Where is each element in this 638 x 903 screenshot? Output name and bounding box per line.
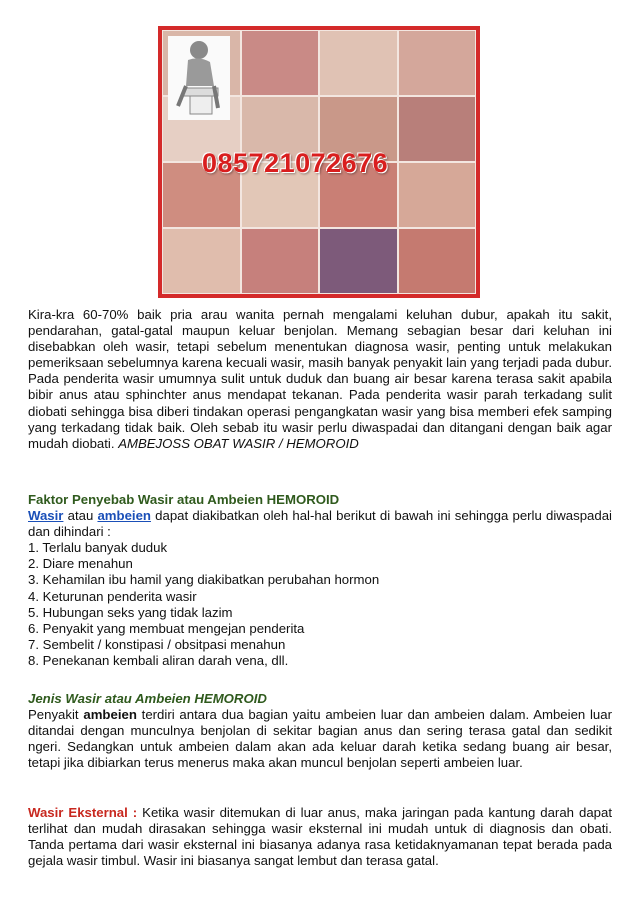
ambeien-link[interactable]: ambeien bbox=[97, 508, 151, 524]
causes-section bbox=[28, 492, 612, 669]
photo-tile bbox=[319, 30, 398, 96]
causes-lead: dapat diakibatkan oleh hal-hal berikut di bawah ini sehingga perlu diwaspadai dan dihindari : bbox=[28, 508, 612, 540]
types-pre: Penyakit bbox=[28, 707, 79, 723]
photo-tile bbox=[241, 30, 320, 96]
product-tagline: AMBEJOSS OBAT WASIR / HEMOROID bbox=[118, 435, 359, 451]
cause-item: 5. Hubungan seks yang tidak lazim bbox=[28, 604, 233, 620]
causes-heading: Faktor Penyebab Wasir atau Ambeien HEMOROID bbox=[28, 492, 340, 507]
phone-number-overlay: 085721072676 bbox=[202, 148, 389, 178]
photo-tile bbox=[398, 30, 477, 96]
cause-item: 4. Keturunan penderita wasir bbox=[28, 588, 197, 604]
cause-item: 6. Penyakit yang membuat mengejan penderita bbox=[28, 620, 305, 636]
hero-image-collage bbox=[158, 26, 480, 298]
types-heading: Jenis Wasir atau Ambeien HEMOROID bbox=[28, 691, 267, 706]
intro-body: Kira-kra 60-70% baik pria arau wanita pernah mengalami keluhan dubur, apakah itu sakit, pendarahan, gatal-gatal maupun keluar benjolan. Memang sebagian besar dari keluhan ini disebabkan oleh wasir, tetapi sebelum menentukan diagnosa wasir, penting untuk melakukan pemeriksaan sebelumnya karena kecuali wasir, masih banyak penyakit lain yang terjadi pada dubur. Pada penderita wasir umumnya sulit untuk duduk dan buang air besar karena terasa sakit apabila bibir anus atau sphinchter anus mendapat tekanan. Pada penderita wasir parah terkadang sulit diobati sehingga bisa diberi tindakan operasi pengangkatan wasir yang bisa memberi efek samping yang terkadang tidak baik. Oleh sebab itu wasir perlu diwaspadai dan ditangani dengan baik agar mudah diobati. bbox=[28, 307, 612, 451]
external-section bbox=[28, 805, 612, 869]
types-body: terdiri antara dua bagian yaitu ambeien luar dan ambeien dalam. Ambeien luar ditandai dengan munculnya benjolan di sekitar bagian anus dan sering terasa gatal dan sedikit ngeri. Sedangkan untuk ambeien dalam akan ada keluar darah ketika sedang buang air besar, tetapi jika dibiarkan terus menerus maka akan muncul benjolan seperti ambeien luar. bbox=[28, 707, 612, 771]
external-body: Ketika wasir ditemukan di luar anus, maka jaringan pada kantung darah dapat terlihat dan mudah dirasakan sehingga wasir eksternal ini mudah untuk di diagnosis dan obati. Tanda pertama dari wasir eksternal ini biasanya adanya rasa ketidaknyamanan tepat berada pada gejala wasir timbul. Wasir ini biasanya sangat lembut dan terasa gatal. bbox=[28, 805, 612, 869]
cause-item: 2. Diare menahun bbox=[28, 556, 133, 572]
intro-paragraph bbox=[28, 307, 612, 452]
cause-item: 8. Penekanan kembali aliran darah vena, dll. bbox=[28, 652, 289, 668]
photo-tile bbox=[398, 162, 477, 228]
cause-item: 3. Kehamilan ibu hamil yang diakibatkan perubahan hormon bbox=[28, 572, 380, 588]
photo-tile bbox=[398, 228, 477, 294]
types-bold-term: ambeien bbox=[83, 707, 137, 723]
photo-tile bbox=[319, 228, 398, 294]
photo-tile bbox=[241, 228, 320, 294]
toilet-figure-illustration bbox=[168, 36, 230, 120]
types-section bbox=[28, 691, 612, 771]
external-label: Wasir Eksternal : bbox=[28, 805, 138, 820]
photo-tile bbox=[398, 96, 477, 162]
photo-tile bbox=[162, 228, 241, 294]
cause-item: 7. Sembelit / konstipasi / obsitpasi menahun bbox=[28, 636, 286, 652]
cause-item: 1. Terlalu banyak duduk bbox=[28, 540, 168, 556]
causes-connector: atau bbox=[67, 508, 94, 524]
wasir-link[interactable]: Wasir bbox=[28, 508, 64, 524]
